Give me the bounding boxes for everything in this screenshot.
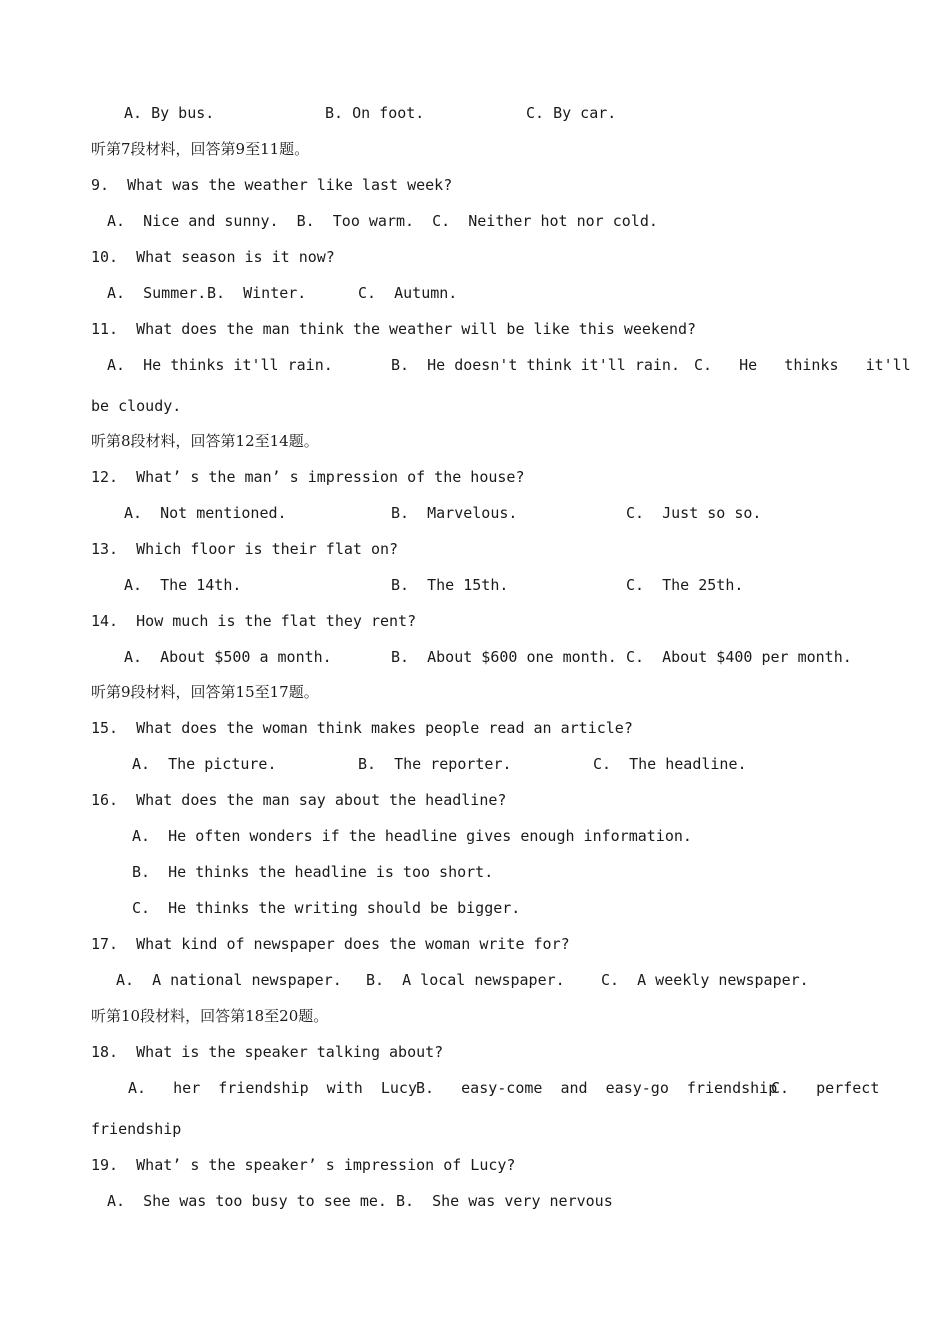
q15-option-a: A. The picture. [132, 755, 277, 773]
question-19: 19. What’ s the speaker’ s impression of Lucy? [91, 1156, 516, 1174]
q14-option-c: C. About $400 per month. [626, 648, 852, 666]
q16-option-a: A. He often wonders if the headline gives enough information. [132, 827, 692, 845]
q19-options: A. She was too busy to see me. B. She was very nervous [107, 1192, 613, 1210]
q13-option-c: C. The 25th. [626, 576, 744, 594]
question-13: 13. Which floor is their flat on? [91, 540, 399, 558]
q13-option-b: B. The 15th. [391, 576, 509, 594]
q9-options: A. Nice and sunny. B. Too warm. C. Neither hot nor cold. [107, 212, 658, 230]
q10-option-b: B. Winter. [207, 284, 307, 302]
question-15: 15. What does the woman think makes people read an article? [91, 719, 633, 737]
q11-option-a: A. He thinks it'll rain. [107, 356, 333, 374]
q10-option-a: A. Summer. [107, 284, 207, 302]
q18-option-b: B. easy-come and easy-go friendship [416, 1079, 778, 1097]
q18-option-a: A. her friendship with Lucy [128, 1079, 417, 1097]
q17-option-b: B. A local newspaper. [366, 971, 565, 989]
q18-option-c-continued: friendship [91, 1120, 182, 1138]
q11-option-c: C. He thinks it'll [694, 356, 911, 374]
q17-option-c: C. A weekly newspaper. [601, 971, 809, 989]
q10-option-c: C. Autumn. [358, 284, 458, 302]
q17-option-a: A. A national newspaper. [116, 971, 342, 989]
q14-option-a: A. About $500 a month. [124, 648, 332, 666]
question-18: 18. What is the speaker talking about? [91, 1043, 444, 1061]
q15-option-c: C. The headline. [593, 755, 747, 773]
question-9: 9. What was the weather like last week? [91, 176, 453, 194]
q18-option-c: C. perfect [771, 1079, 880, 1097]
q12-option-c: C. Just so so. [626, 504, 762, 522]
section-10-heading: 听第10段材料，回答第18至20题。 [91, 1007, 329, 1025]
q14-option-b: B. About $600 one month. [391, 648, 617, 666]
q16-option-b: B. He thinks the headline is too short. [132, 863, 494, 881]
q13-option-a: A. The 14th. [124, 576, 242, 594]
q8-option-a: A. By bus. [124, 104, 215, 122]
q11-option-c-continued: be cloudy. [91, 397, 182, 415]
question-12: 12. What’ s the man’ s impression of the house? [91, 468, 525, 486]
q8-option-c: C. By car. [526, 104, 617, 122]
q11-option-b: B. He doesn't think it'll rain. [391, 356, 680, 374]
section-8-heading: 听第8段材料，回答第12至14题。 [91, 432, 319, 450]
q8-option-b: B. On foot. [325, 104, 425, 122]
q16-option-c: C. He thinks the writing should be bigger. [132, 899, 521, 917]
question-11: 11. What does the man think the weather will be like this weekend? [91, 320, 697, 338]
section-9-heading: 听第9段材料，回答第15至17题。 [91, 683, 319, 701]
q15-option-b: B. The reporter. [358, 755, 512, 773]
question-16: 16. What does the man say about the headline? [91, 791, 507, 809]
q12-option-b: B. Marvelous. [391, 504, 518, 522]
q12-option-a: A. Not mentioned. [124, 504, 287, 522]
question-17: 17. What kind of newspaper does the woman write for? [91, 935, 570, 953]
question-10: 10. What season is it now? [91, 248, 335, 266]
section-7-heading: 听第7段材料，回答第9至11题。 [91, 140, 310, 158]
question-14: 14. How much is the flat they rent? [91, 612, 417, 630]
